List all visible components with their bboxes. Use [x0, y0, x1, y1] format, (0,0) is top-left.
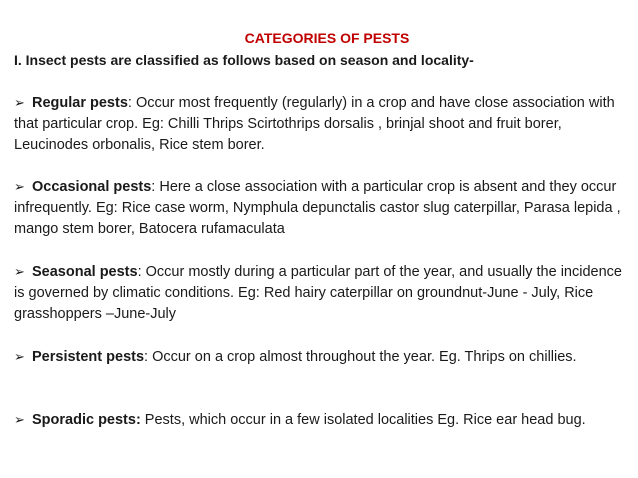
arrow-bullet-icon: ➢ — [14, 95, 25, 110]
term-label: Persistent pests — [32, 349, 145, 365]
arrow-bullet-icon: ➢ — [14, 349, 25, 364]
list-item-occasional-pests — [14, 176, 626, 240]
list-item-regular-pests — [14, 92, 626, 156]
arrow-bullet-icon: ➢ — [14, 179, 25, 194]
term-description: Pests, which occur in a few isolated localities Eg. Rice ear head bug. — [140, 412, 586, 428]
term-label: Seasonal pests — [32, 264, 138, 280]
list-item-persistent-pests — [14, 346, 626, 368]
term-description: Occur mostly during a particular part of the year, and usually the incidence is governed by climatic conditions. Eg: Red hairy caterpillar on groundnut-June - July, Rice grasshoppers –June-July — [14, 264, 622, 322]
list-item-seasonal-pests — [14, 261, 626, 325]
list-item-sporadic-pests — [14, 409, 626, 431]
section-heading: I. Insect pests are classified as follows based on season and locality- — [14, 52, 474, 68]
term-separator: : — [137, 264, 142, 280]
term-label: Occasional pests — [32, 179, 152, 195]
term-separator: : — [127, 95, 132, 111]
slide-title: CATEGORIES OF PESTS — [244, 30, 410, 46]
term-label: Sporadic pests: — [32, 412, 141, 428]
term-description: Here a close association with a particular crop is absent and they occur infrequently. Eg: Rice case worm, Nymphula depunctalis castor slug caterpillar, Parasa lepida , mango stem borer, Batocera rufamaculata — [14, 179, 621, 237]
arrow-bullet-icon: ➢ — [14, 264, 25, 279]
term-description: Occur on a crop almost throughout the year. Eg. Thrips on chillies. — [148, 349, 577, 365]
term-description: Occur most frequently (regularly) in a crop and have close association with that particular crop. Eg: Chilli Thrips Scirtothrips dorsalis , brinjal shoot and fruit borer, Leucinodes orbonalis, Rice stem borer. — [14, 95, 615, 153]
term-separator: : — [151, 179, 156, 195]
term-separator: : — [144, 349, 149, 365]
term-label: Regular pests — [32, 95, 128, 111]
arrow-bullet-icon: ➢ — [14, 412, 25, 427]
